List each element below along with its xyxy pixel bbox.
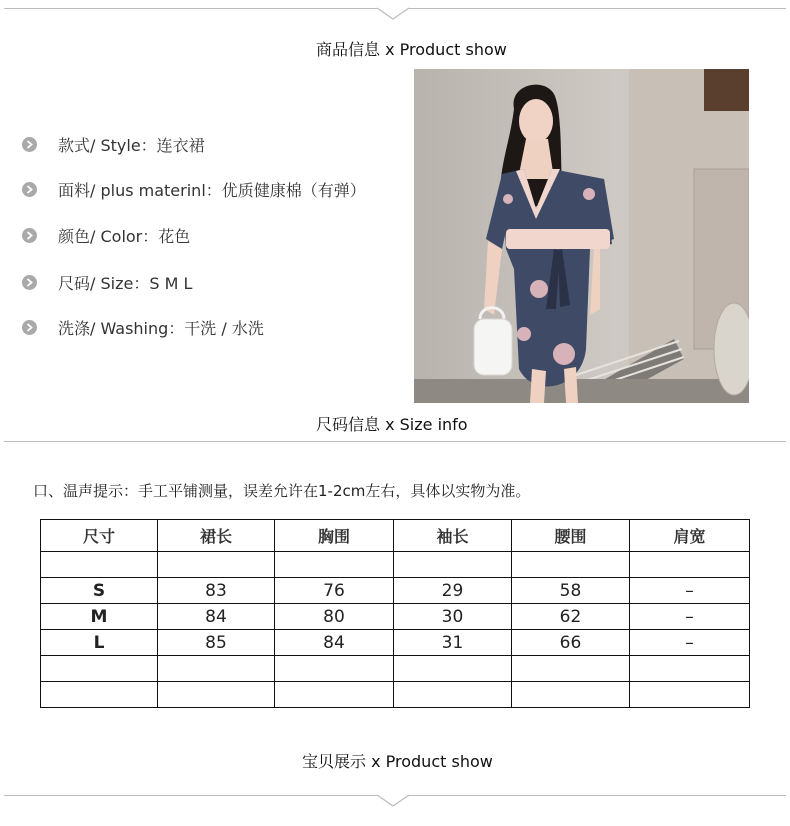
- product-info-title: 商品信息 x Product show: [316, 40, 507, 59]
- table-cell: [394, 552, 512, 578]
- bottom-divider-right: [408, 795, 786, 796]
- table-row: [41, 682, 750, 708]
- table-cell: L: [41, 630, 158, 656]
- mid-divider: [4, 441, 786, 442]
- table-cell: 62: [512, 604, 630, 630]
- table-cell: S: [41, 578, 158, 604]
- table-cell: 29: [394, 578, 512, 604]
- table-cell: 66: [512, 630, 630, 656]
- chevron-right-icon: [22, 182, 37, 197]
- table-cell: [41, 552, 158, 578]
- table-cell: 80: [275, 604, 394, 630]
- table-cell: [158, 656, 275, 682]
- spec-text: 款式/ Style：连衣裙: [58, 135, 205, 155]
- table-cell: [630, 656, 750, 682]
- table-row: [41, 552, 750, 578]
- chevron-down-icon: [377, 7, 409, 21]
- table-cell: [512, 552, 630, 578]
- column-header: 肩宽: [630, 520, 750, 552]
- table-cell: 30: [394, 604, 512, 630]
- table-cell: [41, 682, 158, 708]
- table-row: [41, 656, 750, 682]
- table-cell: 84: [275, 630, 394, 656]
- table-cell: [275, 552, 394, 578]
- spec-item-washing: [22, 316, 264, 338]
- table-cell: [394, 682, 512, 708]
- table-cell: [158, 552, 275, 578]
- table-cell: [275, 682, 394, 708]
- table-cell: [394, 656, 512, 682]
- table-cell: 58: [512, 578, 630, 604]
- spec-text: 面料/ plus materinl：优质健康棉（有弹）: [58, 180, 366, 200]
- table-cell: 83: [158, 578, 275, 604]
- table-cell: [630, 682, 750, 708]
- column-header: 尺寸: [41, 520, 158, 552]
- spec-item-size: [22, 271, 192, 293]
- product-photo: [414, 69, 749, 403]
- table-row: [41, 630, 750, 656]
- spec-text: 洗涤/ Washing：干洗 / 水洗: [58, 318, 264, 338]
- spec-text: 颜色/ Color：花色: [58, 226, 191, 246]
- bottom-divider: [4, 795, 378, 796]
- table-row: [41, 578, 750, 604]
- table-cell: [630, 552, 750, 578]
- spec-text: 尺码/ Size：S M L: [58, 273, 193, 293]
- table-cell: 31: [394, 630, 512, 656]
- table-cell: 85: [158, 630, 275, 656]
- top-divider: [4, 8, 378, 9]
- table-cell: –: [630, 578, 750, 604]
- table-cell: 84: [158, 604, 275, 630]
- product-photo-illustration: [414, 69, 749, 403]
- size-table: [40, 519, 750, 708]
- measurement-note: 口、温声提示：手工平铺测量，误差允许在1-2cm左右，具体以实物为准。: [33, 482, 531, 500]
- table-cell: M: [41, 604, 158, 630]
- size-info-title: 尺码信息 x Size info: [316, 415, 468, 434]
- table-cell: –: [630, 604, 750, 630]
- table-cell: [158, 682, 275, 708]
- chevron-right-icon: [22, 275, 37, 290]
- table-cell: [512, 656, 630, 682]
- spec-item-material: [22, 178, 366, 200]
- table-cell: [275, 656, 394, 682]
- table-cell: –: [630, 630, 750, 656]
- top-divider-right: [408, 8, 786, 9]
- chevron-right-icon: [22, 320, 37, 335]
- column-header: 腰围: [512, 520, 630, 552]
- chevron-down-icon: [377, 794, 409, 808]
- column-header: 裙长: [158, 520, 275, 552]
- product-show-title: 宝贝展示 x Product show: [302, 752, 493, 771]
- table-cell: 76: [275, 578, 394, 604]
- spec-item-style: [22, 133, 205, 155]
- chevron-right-icon: [22, 137, 37, 152]
- spec-item-color: [22, 224, 190, 246]
- table-header-row: [41, 520, 750, 552]
- table-row: [41, 604, 750, 630]
- table-cell: [512, 682, 630, 708]
- chevron-right-icon: [22, 228, 37, 243]
- column-header: 胸围: [275, 520, 394, 552]
- column-header: 袖长: [394, 520, 512, 552]
- table-cell: [41, 656, 158, 682]
